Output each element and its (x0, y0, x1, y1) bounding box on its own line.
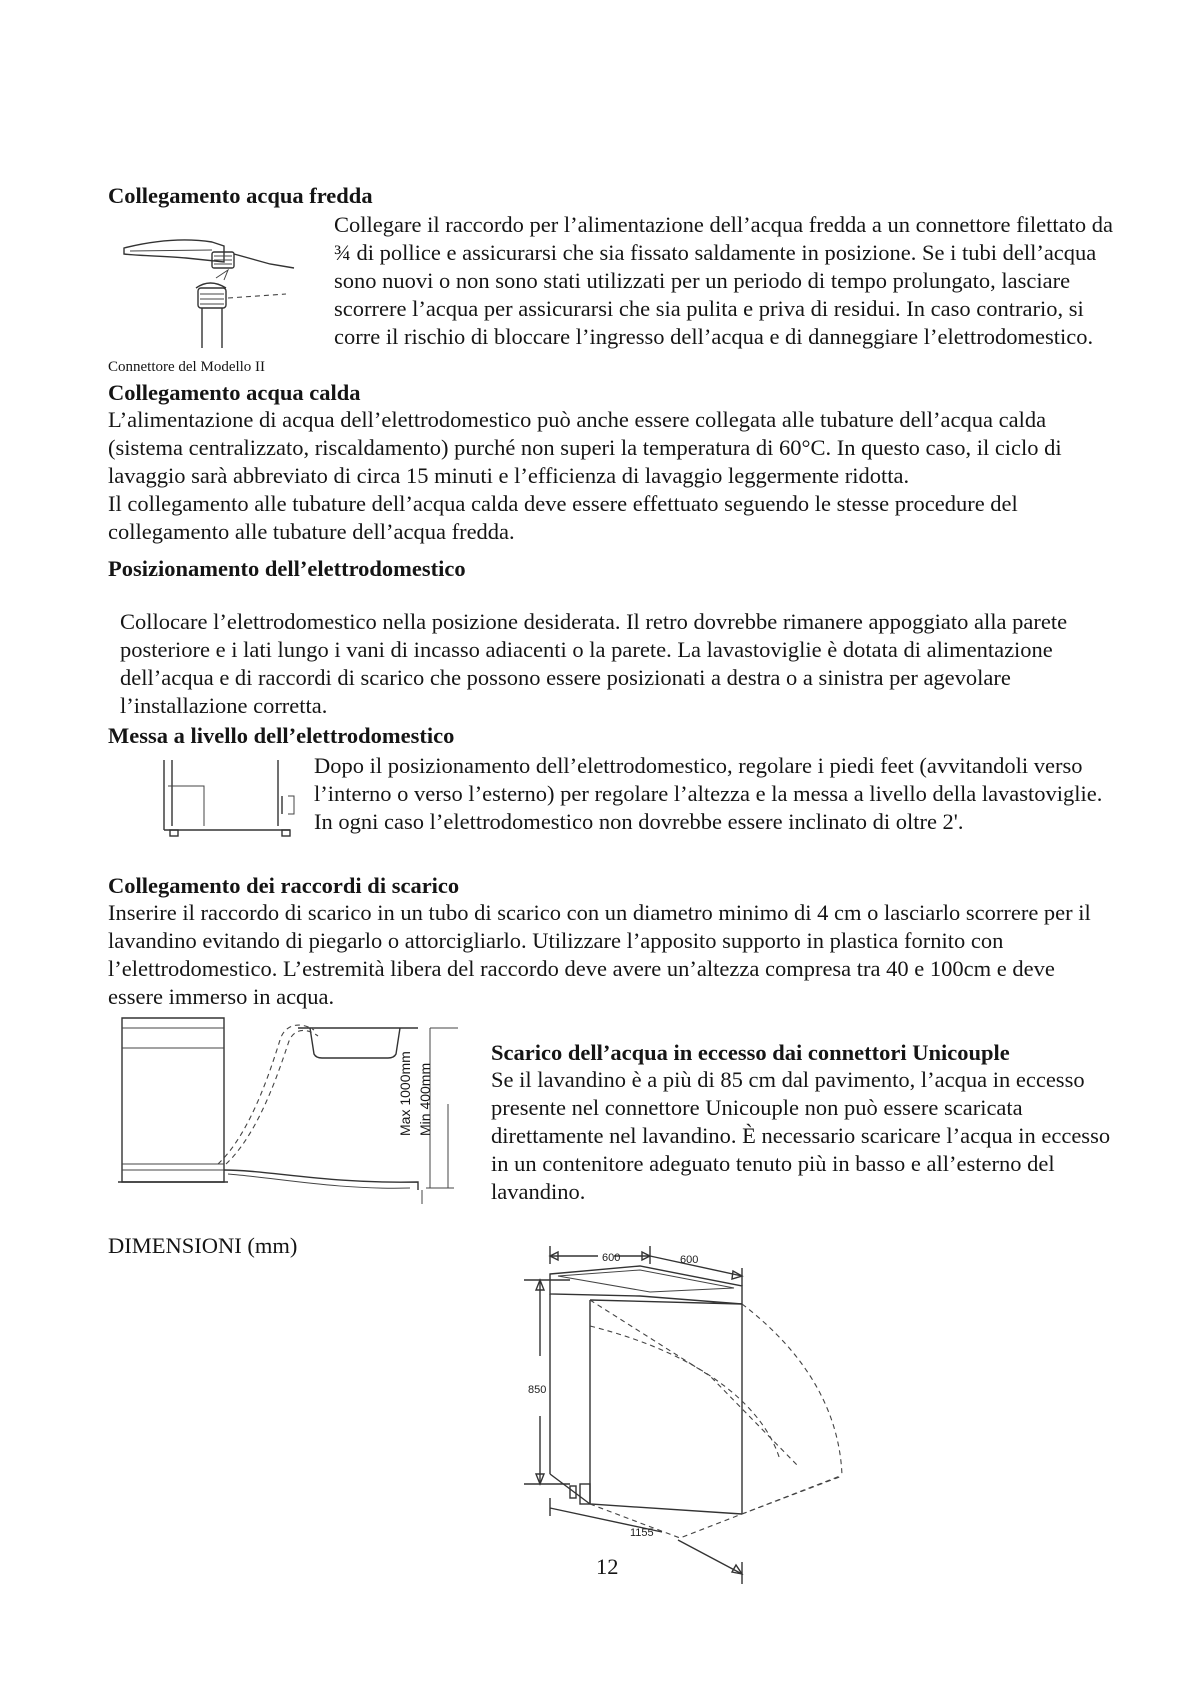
leveling-text: Dopo il posizionamento dell’elettrodomestico, regolare i piedi feet (avvitandoli verso l’interno o verso l’esterno) per regolare l’altezza e la messa a livello della lavastoviglie. In ogni caso l’elettrodomestico non dovrebbe essere inclinato di oltre 2'. (314, 753, 1103, 834)
positioning-text: Collocare l’elettrodomestico nella posizione desiderata. Il retro dovrebbe rimanere appoggiato alla parete posteriore e i lati lungo i vani di incasso adiacenti o la parete. La lavastoviglie è dotata di alimentazione dell’acqua e di raccordi di scarico che possono essere posizionati a destra o a sinistra per agevolare l’installazione corretta. (120, 609, 1068, 718)
dim-open-depth-label: 1155 (630, 1527, 654, 1539)
dimensions-diagram (510, 1236, 870, 1546)
page-number: 12 (596, 1554, 619, 1579)
section-title-hot-water: Collegamento acqua calda (108, 380, 361, 405)
drain-label-min: Min 400mm (417, 1062, 433, 1136)
cold-water-text: Collegare il raccordo per l’alimentazione dell’acqua fredda a un connettore filettato da ¾ di pollice e assicurarsi che sia fissato saldamente in posizione. Se i tubi dell’acqua sono nuovi o non sono stati utilizzati per un periodo di tempo prolungato, lasciare scorrere l’acqua per assicurarsi che sia pulita e priva di residui. In caso contrario, si corre il rischio di bloccare l’ingresso dell’acqua e di danneggiare l’elettrodomestico. (334, 212, 1113, 349)
section-title-drain: Collegamento dei raccordi di scarico (108, 873, 460, 898)
drain-text: Inserire il raccordo di scarico in un tubo di scarico con un diametro minimo di 4 cm o lasciarlo scorrere per il lavandino evitando di piegarlo o attorcigliarlo. Utilizzare l’apposito supporto in plastica fornito con l’elettrodomestico. L’estremità libera del raccordo deve avere un’altezza compresa tra 40 e 100cm e deve essere immerso in acqua. (108, 900, 1091, 1009)
section-title-excess-water: Scarico dell’acqua in eccesso dai connettori Unicouple (491, 1040, 1010, 1065)
dimensions-title: DIMENSIONI (mm) (108, 1233, 298, 1258)
dim-height-label: 850 (528, 1384, 547, 1396)
dim-width-label: 600 (602, 1252, 621, 1264)
excess-water-text: Se il lavandino è a più di 85 cm dal pavimento, l’acqua in eccesso presente nel connettore Unicouple non può essere scaricata direttamente nel lavandino. È necessario scaricare l’acqua in eccesso in un contenitore adeguato tenuto più in basso e all’esterno del lavandino. (491, 1067, 1111, 1204)
section-title-positioning: Posizionamento dell’elettrodomestico (108, 556, 466, 581)
dim-depth-label: 600 (680, 1254, 699, 1266)
cold-connector-figure (116, 232, 306, 352)
section-title-cold-water: Collegamento acqua fredda (108, 183, 373, 208)
hot-water-text-1: L’alimentazione di acqua dell’elettrodomestico può anche essere collegata alle tubature dell’acqua calda (sistema centralizzato, riscaldamento) purché non superi la temperatura di 60°C. In questo caso, il ciclo di lavaggio sarà abbreviato di circa 15 minuti e l’efficienza di lavaggio leggermente ridotta. (108, 407, 1062, 488)
hot-water-text-2: Il collegamento alle tubature dell’acqua calda deve essere effettuato seguendo le stesse procedure del collegamento alle tubature dell’acqua fredda. (108, 491, 1018, 544)
section-title-leveling: Messa a livello dell’elettrodomestico (108, 723, 455, 748)
cold-connector-caption: Connettore del Modello II (108, 359, 266, 375)
leveling-figure (160, 756, 296, 842)
drain-label-max: Max 1000mm (397, 1051, 413, 1136)
